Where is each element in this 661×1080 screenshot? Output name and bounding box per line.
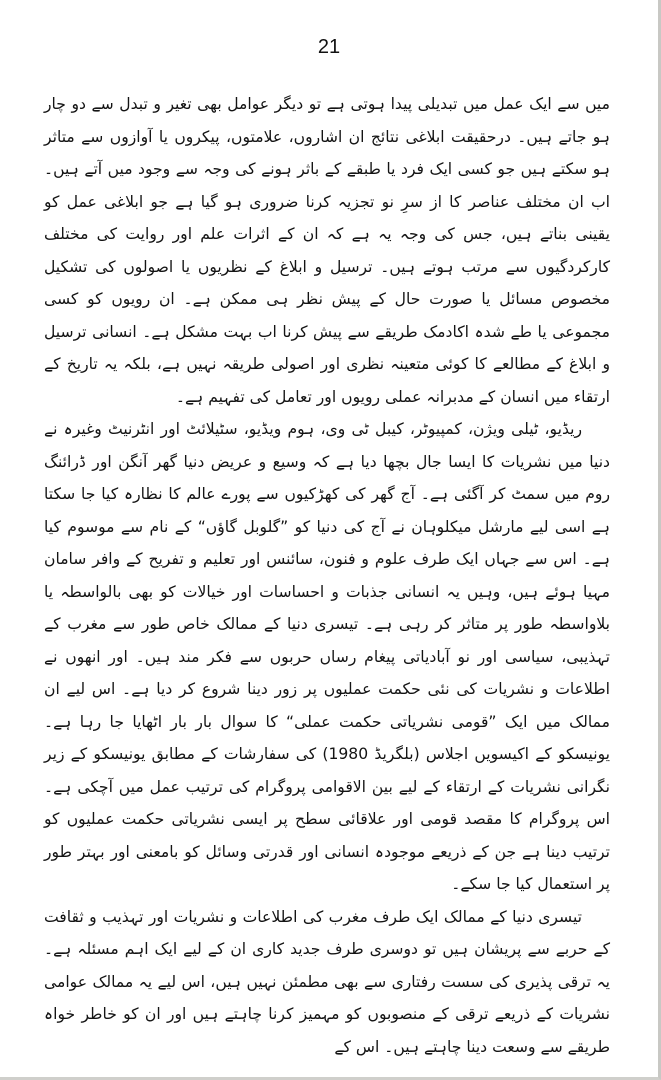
page-body-text: [44, 88, 610, 1063]
paragraph-2: ریڈیو، ٹیلی ویژن، کمپیوٹر، کیبل ٹی وی، ہوم ویڈیو، سٹیلائٹ اور انٹرنیٹ وغیرہ نے دنیا میں نشریات کا ایسا جال بچھا دیا ہے کہ وسیع و عریض دنیا گھر آنگن اور ڈرائنگ روم میں سمٹ کر آگئی ہے۔ آج گھر کی کھڑکیوں سے پورے عالم کا نظارہ کیا جا سکتا ہے اسی لیے مارشل میکلوہان نے آج کی دنیا کو ”گلوبل گاؤں“ کے نام سے موسوم کیا ہے۔ اس سے جہاں ایک طرف علوم و فنون، سائنس اور تعلیم و تفریح کے وافر سامان مہیا ہوئے ہیں، وہیں یہ انسانی جذبات و احساسات اور خیالات کو بھی بالواسطہ یا بلاواسطہ طور پر متاثر کر رہی ہے۔ تیسری دنیا کے ممالک خاص طور سے مغرب کے تہذیبی، سیاسی اور نو آبادیاتی پیغام رساں حربوں سے فکر مند ہیں۔ اور انھوں نے اطلاعات و نشریات کی نئی حکمت عملیوں پر زور دینا شروع کر دیا ہے۔ اس لیے ان ممالک میں ایک ”قومی نشریاتی حکمت عملی“ کا سوال بار بار اٹھایا جا رہا ہے۔ یونیسکو کے اکیسویں اجلاس (بلگریڈ 1980) کی سفارشات کے مطابق یونیسکو کے زیر نگرانی نشریات کے ارتقاء کے لیے بین الاقوامی پروگرام کی ترتیب عمل میں آچکی ہے۔ اس پروگرام کا مقصد قومی اور علاقائی سطح پر ایسی نشریاتی حکمت عملیوں کو ترتیب دینا ہے جن کے ذریعے موجودہ انسانی اور قدرتی وسائل کو بامعنی اور بہتر طور پر استعمال کیا جا سکے۔: [44, 420, 610, 893]
page-number: 21: [317, 36, 341, 58]
paragraph-3: تیسری دنیا کے ممالک ایک طرف مغرب کی اطلاعات و نشریات اور تہذیب و ثقافت کے حربے سے پریشان ہیں تو دوسری طرف جدید کاری ان کے لیے ایک اہم مسئلہ ہے۔ یہ ترقی پذیری کی سست رفتاری سے بھی مطمئن نہیں ہیں، اس لیے یہ ممالک عوامی نشریات کے ذریعے ترقی کے منصوبوں کو مہمیز کرنا چاہتے ہیں اور ان کو خاطر خواہ طریقے سے وسعت دینا چاہتے ہیں۔ اس کے: [44, 907, 610, 1056]
paragraph-1: میں سے ایک عمل میں تبدیلی پیدا ہوتی ہے تو دیگر عوامل بھی تغیر و تبدل سے دو چار ہو جاتے ہیں۔ درحقیقت ابلاغی نتائج ان اشاروں، علامتوں، پیکروں یا آوازوں سے متاثر ہو سکتے ہیں جو کسی ایک فرد یا طبقے کے باثر ہونے کی وجہ سے وجود میں آتے ہیں۔ اب ان مختلف عناصر کا از سرِ نو تجزیہ کرنا ضروری ہو گیا ہے جو ابلاغی عمل کو یقینی بناتے ہیں، جس کی وجہ یہ ہے کہ ان کے اثرات علم اور روایت کی مختلف کارکردگیوں سے مرتب ہوتے ہیں۔ ترسیل و ابلاغ کے نظریوں یا اصولوں کی تشکیل مخصوص مسائل یا صورت حال کے پیش نظر ہی ممکن ہے۔ ان رویوں کو کسی مجموعی یا طے شدہ اکادمک طریقے سے پیش کرنا اب بہت مشکل ہے۔ انسانی ترسیل و ابلاغ کے مطالعے کا کوئی متعینہ نظری اور اصولی طریقہ نہیں ہے، بلکہ یہ تاریخ کے ارتقاء میں انسان کے مدبرانہ عملی رویوں اور تعامل کی تفہیم ہے۔: [44, 95, 610, 406]
